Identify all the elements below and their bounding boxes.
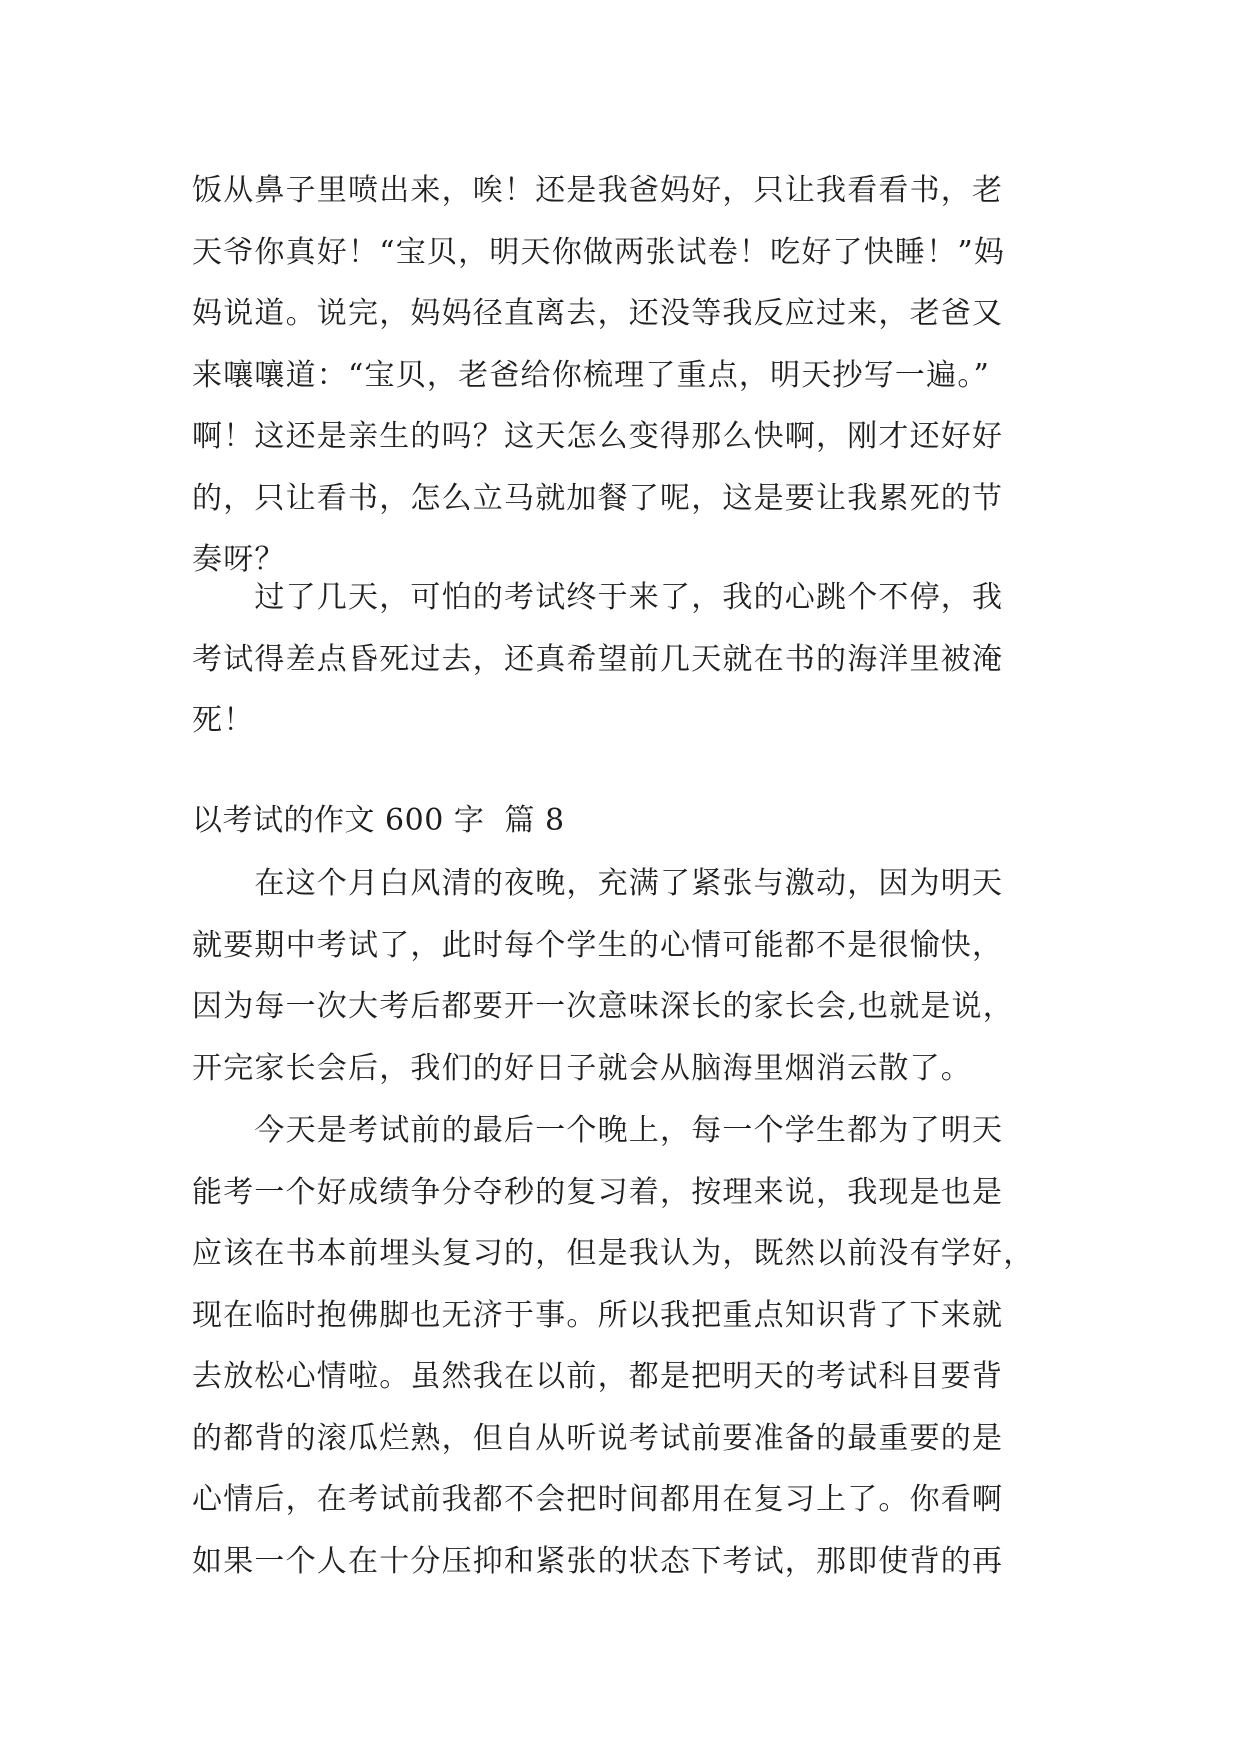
section-heading: 以考试的作文 600 字 篇 8 <box>192 803 565 838</box>
paragraph-last-evening: 今天是考试前的最后一个晚上，每一个学生都为了明天 能考一个好成绩争分夺秒的复习着，按理来说，我现是也是 应该在书本前埋头复习的，但是我认为，既然以前没有学好， 现在临时抱佛脚也无济于事。所以我把重点知识背了下来就 去放松心情啦。虽然我在以前，都是把明天的考试科目要背 的都背的滚瓜烂熟，但自从听说考试前要准备的最重要的是 心情后，在考试前我都不会把时间都用在复习上了。你看啊 如果一个人在十分压抑和紧张的状态下考试，那即使背的再 <box>192 1113 1035 1579</box>
paragraph-continued: 饭从鼻子里喷出来，唉！还是我爸妈好，只让我看看书，老 天爷你真好！“宝贝，明天你做两张试卷！吃好了快睡！”妈 妈说道。说完，妈妈径直离去，还没等我反应过来，老爸又 来嚷嚷道：“宝贝，老爸给你梳理了重点，明天抄写一遍。” 啊！这还是亲生的吗？这天怎么变得那么快啊，刚才还好好 的，只让看书，怎么立马就加餐了呢，这是要让我累死的节 奏呀？ <box>192 173 1006 577</box>
paragraph-exam-day: 过了几天，可怕的考试终于来了，我的心跳个不停，我 考试得差点昏死过去，还真希望前几天就在书的海洋里被淹 死！ <box>192 580 1004 738</box>
paragraph-night-before-exam: 在这个月白风清的夜晚，充满了紧张与激动，因为明天 就要期中考试了，此时每个学生的心情可能都不是很愉快， 因为每一次大考后都要开一次意味深长的家长会,也就是说， 开完家长会后，我们的好日子就会从脑海里烟消云散了。 <box>192 866 1014 1086</box>
